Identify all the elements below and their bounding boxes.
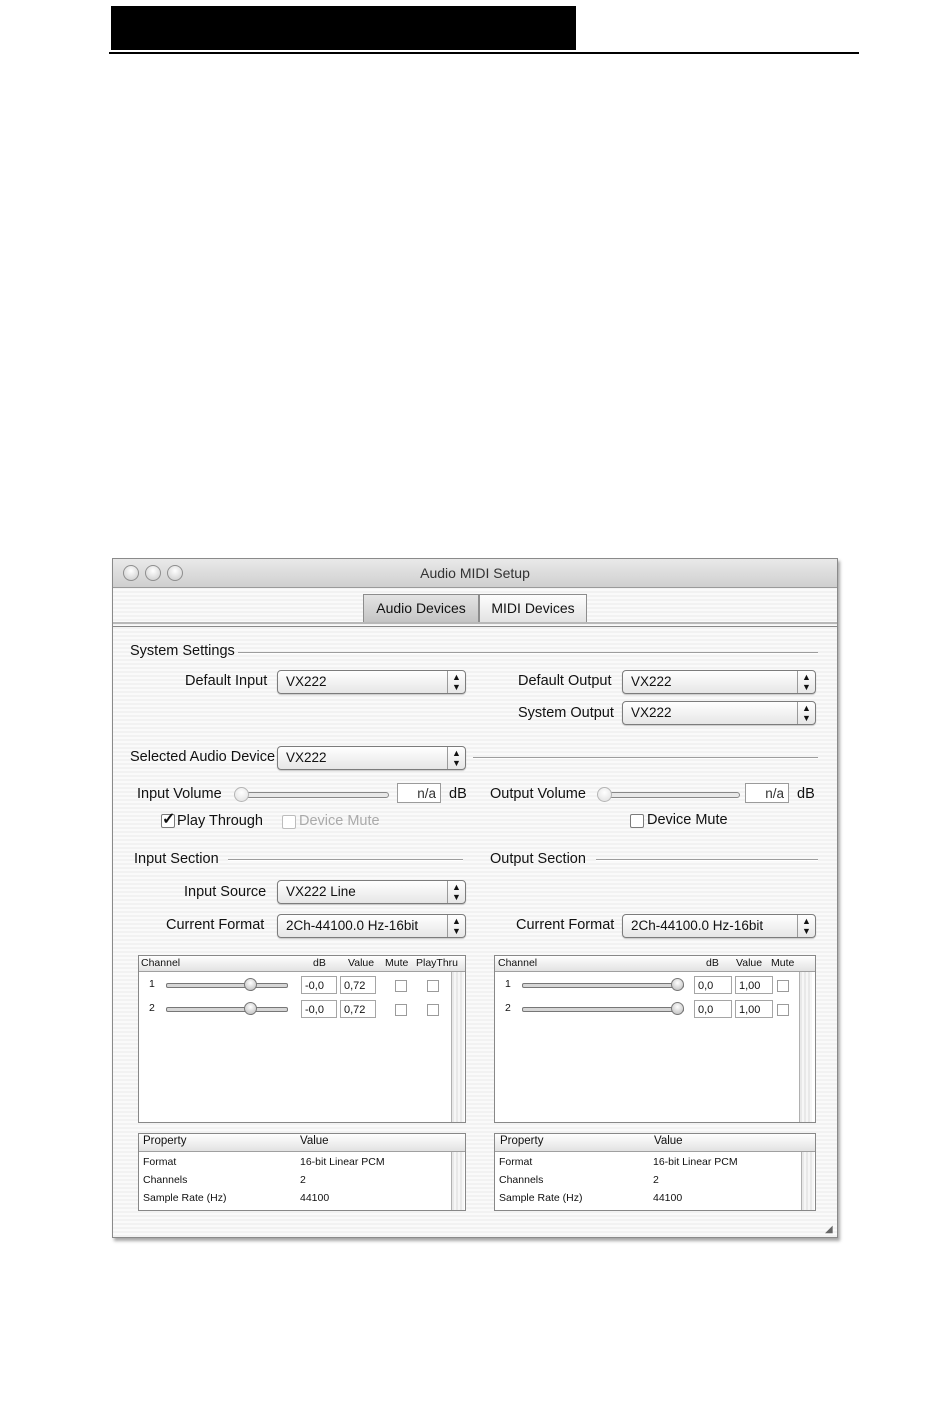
window-title: Audio MIDI Setup <box>420 565 530 581</box>
system-settings-heading: System Settings <box>130 643 235 659</box>
channel-db-field[interactable]: -0,0 <box>301 976 337 994</box>
property-value: 2 <box>300 1174 306 1186</box>
property-name: Channels <box>143 1174 188 1186</box>
popup-arrows-icon: ▲ ▼ <box>447 747 465 769</box>
input-channel-table <box>138 955 466 1123</box>
output-channel-table-header <box>495 956 815 972</box>
input-device-mute-checkbox[interactable] <box>282 815 296 829</box>
channel-gain-slider[interactable] <box>166 1007 288 1012</box>
property-value: 44100 <box>300 1192 330 1204</box>
selected-device-divider <box>473 757 818 759</box>
system-output-label: System Output <box>518 705 614 721</box>
col-mute[interactable]: Mute <box>771 957 795 969</box>
channel-value-field[interactable]: 1,00 <box>735 1000 773 1018</box>
output-volume-value: n/a <box>745 783 789 803</box>
col-channel[interactable]: Channel <box>498 957 538 969</box>
input-channel-scrollbar[interactable] <box>451 972 464 1122</box>
channel-gain-slider-knob[interactable] <box>671 978 684 991</box>
col-property[interactable]: Property <box>143 1135 187 1147</box>
property-value: 2 <box>653 1174 659 1186</box>
output-channel-scrollbar[interactable] <box>799 972 812 1122</box>
output-device-mute-checkbox[interactable] <box>630 814 644 828</box>
popup-arrows-icon: ▲ ▼ <box>797 915 815 937</box>
property-name: Format <box>499 1156 533 1168</box>
output-property-table-header <box>495 1134 815 1152</box>
selected-audio-device-label: Selected Audio Device <box>130 749 276 765</box>
play-through-checkbox[interactable] <box>161 811 176 828</box>
col-db[interactable]: dB <box>313 957 326 969</box>
output-device-mute-label: Device Mute <box>647 812 728 828</box>
col-value[interactable]: Value <box>300 1135 329 1147</box>
tab-strip-line <box>113 622 837 624</box>
input-volume-unit: dB <box>449 786 467 802</box>
channel-value-field[interactable]: 0,72 <box>340 976 376 994</box>
col-db[interactable]: dB <box>706 957 719 969</box>
property-name: Sample Rate (Hz) <box>143 1192 227 1204</box>
window-titlebar[interactable] <box>113 559 837 588</box>
input-property-table-header <box>139 1134 465 1152</box>
input-source-popup[interactable] <box>277 880 466 904</box>
channel-value-field[interactable]: 1,00 <box>735 976 773 994</box>
input-volume-slider-knob[interactable] <box>234 787 249 802</box>
col-mute[interactable]: Mute <box>385 957 409 969</box>
output-section-heading: Output Section <box>490 851 586 867</box>
tab-strip <box>113 588 837 627</box>
system-output-popup[interactable] <box>622 701 816 725</box>
output-property-scrollbar[interactable] <box>801 1152 814 1210</box>
input-current-format-value: 2Ch-44100.0 Hz-16bit <box>286 918 419 933</box>
channel-gain-slider[interactable] <box>522 1007 684 1012</box>
col-value[interactable]: Value <box>736 957 763 969</box>
input-property-scrollbar[interactable] <box>451 1152 464 1210</box>
default-input-popup[interactable] <box>277 670 466 694</box>
selected-audio-device-value: VX222 <box>286 750 327 765</box>
input-section-heading: Input Section <box>134 851 219 867</box>
channel-id: 2 <box>149 1002 155 1014</box>
popup-arrows-icon: ▲ ▼ <box>447 915 465 937</box>
property-name: Sample Rate (Hz) <box>499 1192 583 1204</box>
selected-audio-device-popup[interactable] <box>277 746 466 770</box>
input-section-divider <box>228 859 463 861</box>
input-source-value: VX222 Line <box>286 884 356 899</box>
col-playthru[interactable]: PlayThru <box>416 957 459 969</box>
channel-db-field[interactable]: -0,0 <box>301 1000 337 1018</box>
system-output-value: VX222 <box>631 705 672 720</box>
output-volume-slider[interactable] <box>598 792 740 798</box>
output-volume-label: Output Volume <box>490 786 586 802</box>
input-volume-label: Input Volume <box>137 786 222 802</box>
channel-mute-checkbox[interactable] <box>777 1004 789 1016</box>
channel-gain-slider-knob[interactable] <box>244 978 257 991</box>
channel-mute-checkbox[interactable] <box>395 1004 407 1016</box>
output-current-format-label: Current Format <box>516 917 615 933</box>
popup-arrows-icon: ▲ ▼ <box>797 671 815 693</box>
channel-playthru-checkbox[interactable] <box>427 1004 439 1016</box>
property-value: 44100 <box>653 1192 683 1204</box>
input-device-mute-label: Device Mute <box>299 813 380 829</box>
output-current-format-popup[interactable] <box>622 914 816 938</box>
channel-id: 1 <box>149 978 155 990</box>
popup-arrows-icon: ▲ ▼ <box>447 671 465 693</box>
tab-audio-devices[interactable]: Audio Devices <box>363 594 479 622</box>
property-name: Format <box>143 1156 177 1168</box>
property-value: 16-bit Linear PCM <box>653 1156 738 1168</box>
audio-midi-setup-window <box>112 558 838 1238</box>
channel-id: 1 <box>505 978 511 990</box>
col-value[interactable]: Value <box>654 1135 683 1147</box>
channel-mute-checkbox[interactable] <box>777 980 789 992</box>
channel-gain-slider[interactable] <box>166 983 288 988</box>
input-property-table <box>138 1133 466 1211</box>
channel-value-field[interactable]: 0,72 <box>340 1000 376 1018</box>
popup-arrows-icon: ▲ ▼ <box>797 702 815 724</box>
page-header-rule <box>109 52 859 54</box>
default-output-label: Default Output <box>518 673 612 689</box>
output-property-table <box>494 1133 816 1211</box>
channel-id: 2 <box>505 1002 511 1014</box>
play-through-label: Play Through <box>177 813 263 829</box>
channel-db-field[interactable]: 0,0 <box>694 976 732 994</box>
input-volume-slider[interactable] <box>235 792 389 798</box>
default-input-value: VX222 <box>286 674 327 689</box>
channel-gain-slider-knob[interactable] <box>244 1002 257 1015</box>
output-volume-slider-knob[interactable] <box>597 787 612 802</box>
input-channel-table-header <box>139 956 465 972</box>
channel-db-field[interactable]: 0,0 <box>694 1000 732 1018</box>
input-volume-value: n/a <box>397 783 441 803</box>
default-input-label: Default Input <box>185 673 268 689</box>
col-channel[interactable]: Channel <box>141 957 181 969</box>
channel-mute-checkbox[interactable] <box>395 980 407 992</box>
default-output-value: VX222 <box>631 674 672 689</box>
default-output-popup[interactable] <box>622 670 816 694</box>
channel-gain-slider[interactable] <box>522 983 684 988</box>
popup-arrows-icon: ▲ ▼ <box>447 881 465 903</box>
col-property[interactable]: Property <box>500 1135 544 1147</box>
property-value: 16-bit Linear PCM <box>300 1156 385 1168</box>
channel-gain-slider-knob[interactable] <box>671 1002 684 1015</box>
tab-midi-devices[interactable]: MIDI Devices <box>479 594 587 622</box>
property-name: Channels <box>499 1174 544 1186</box>
resize-grip-icon[interactable]: ◢ <box>825 1224 833 1235</box>
output-volume-unit: dB <box>797 786 815 802</box>
channel-playthru-checkbox[interactable] <box>427 980 439 992</box>
input-current-format-popup[interactable] <box>277 914 466 938</box>
output-channel-table <box>494 955 816 1123</box>
page-header-bar <box>111 6 576 50</box>
col-value[interactable]: Value <box>348 957 375 969</box>
checkmark-icon: ✓ <box>162 811 176 828</box>
input-source-label: Input Source <box>184 884 267 900</box>
input-current-format-label: Current Format <box>166 917 265 933</box>
system-settings-divider <box>238 652 818 654</box>
output-section-divider <box>596 859 818 861</box>
output-current-format-value: 2Ch-44100.0 Hz-16bit <box>631 918 764 933</box>
